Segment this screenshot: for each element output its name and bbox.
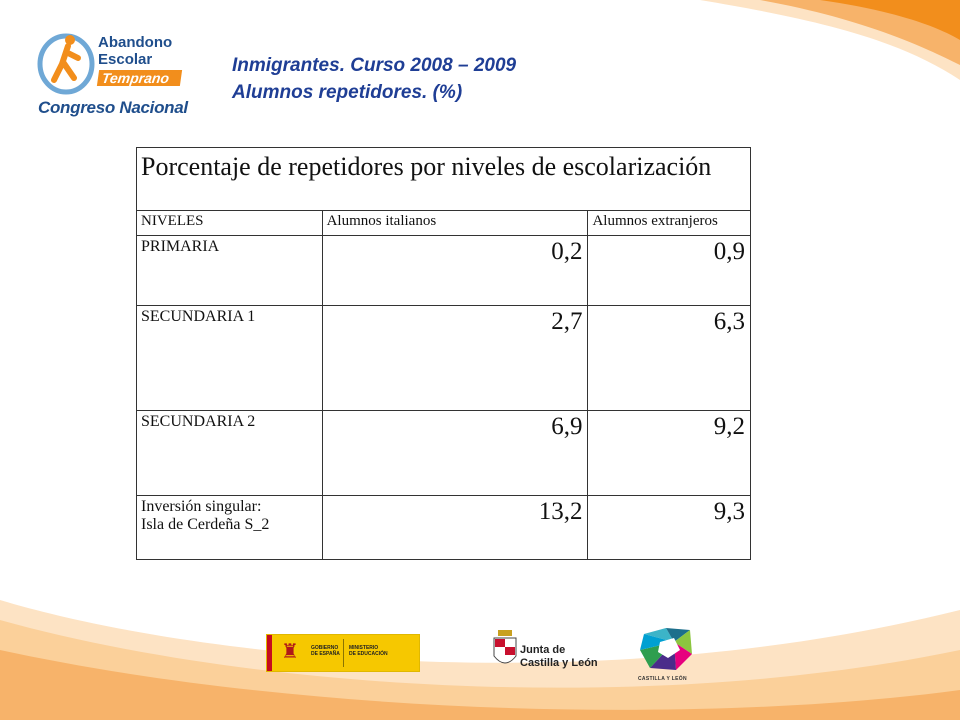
cell-extranjeros: 0,9 xyxy=(588,236,751,306)
header-niveles: NIVELES xyxy=(137,211,323,236)
logo-divider xyxy=(343,639,344,667)
table-row xyxy=(137,306,751,411)
row-label xyxy=(137,496,323,560)
gobierno-line-1: GOBIERNO xyxy=(311,645,339,651)
gobierno-logo xyxy=(266,634,420,672)
junta-text xyxy=(520,644,598,670)
ministerio-line-2: DE EDUCACIÓN xyxy=(349,651,388,657)
logo-word-escolar: Escolar xyxy=(98,51,153,68)
row-label: SECUNDARIA 1 xyxy=(137,306,323,411)
gobierno-text xyxy=(311,645,340,657)
junta-shield-icon xyxy=(492,630,518,670)
title-line-2: Alumnos repetidores. (%) xyxy=(232,82,463,103)
table-row xyxy=(137,411,751,496)
row-label: PRIMARIA xyxy=(137,236,323,306)
row-label-line-1: Inversión singular: xyxy=(141,498,262,515)
table-header-row xyxy=(137,211,751,236)
star-icon xyxy=(636,624,700,674)
gobierno-line-2: DE ESPAÑA xyxy=(311,651,340,657)
junta-logo xyxy=(492,626,598,686)
cell-extranjeros: 9,3 xyxy=(588,496,751,560)
castilla-leon-logo xyxy=(636,624,700,684)
cell-italianos: 0,2 xyxy=(322,236,588,306)
ministerio-line-1: MINISTERIO xyxy=(349,645,379,651)
ministerio-text xyxy=(349,645,388,657)
header-extranjeros: Alumnos extranjeros xyxy=(588,211,751,236)
logo-congreso-nacional: Congreso Nacional xyxy=(38,98,188,117)
row-label: SECUNDARIA 2 xyxy=(137,411,323,496)
cell-extranjeros: 6,3 xyxy=(588,306,751,411)
row-label-line-2: Isla de Cerdeña S_2 xyxy=(141,516,270,533)
slide-title xyxy=(232,52,516,106)
cell-italianos: 13,2 xyxy=(322,496,588,560)
table-caption: Porcentaje de repetidores por niveles de escolarización xyxy=(137,148,751,211)
cell-italianos: 2,7 xyxy=(322,306,588,411)
logo-word-temprano: Temprano xyxy=(97,70,182,86)
cell-extranjeros: 9,2 xyxy=(588,411,751,496)
table-row xyxy=(137,496,751,560)
coat-of-arms-icon: ♜ xyxy=(281,641,299,663)
flag-stripe xyxy=(267,635,272,671)
castilla-leon-caption: CASTILLA Y LEÓN xyxy=(638,676,687,682)
congreso-logo xyxy=(36,28,196,124)
repetidores-table xyxy=(136,147,751,560)
walker-icon xyxy=(36,28,106,98)
cell-italianos: 6,9 xyxy=(322,411,588,496)
footer-logos xyxy=(0,620,960,690)
title-line-1: Inmigrantes. Curso 2008 – 2009 xyxy=(232,55,517,76)
junta-line-1: Junta de xyxy=(520,644,566,656)
junta-line-2: Castilla y León xyxy=(520,657,598,669)
logo-word-abandono: Abandono xyxy=(98,34,173,51)
table-row xyxy=(137,236,751,306)
header-italianos: Alumnos italianos xyxy=(322,211,588,236)
